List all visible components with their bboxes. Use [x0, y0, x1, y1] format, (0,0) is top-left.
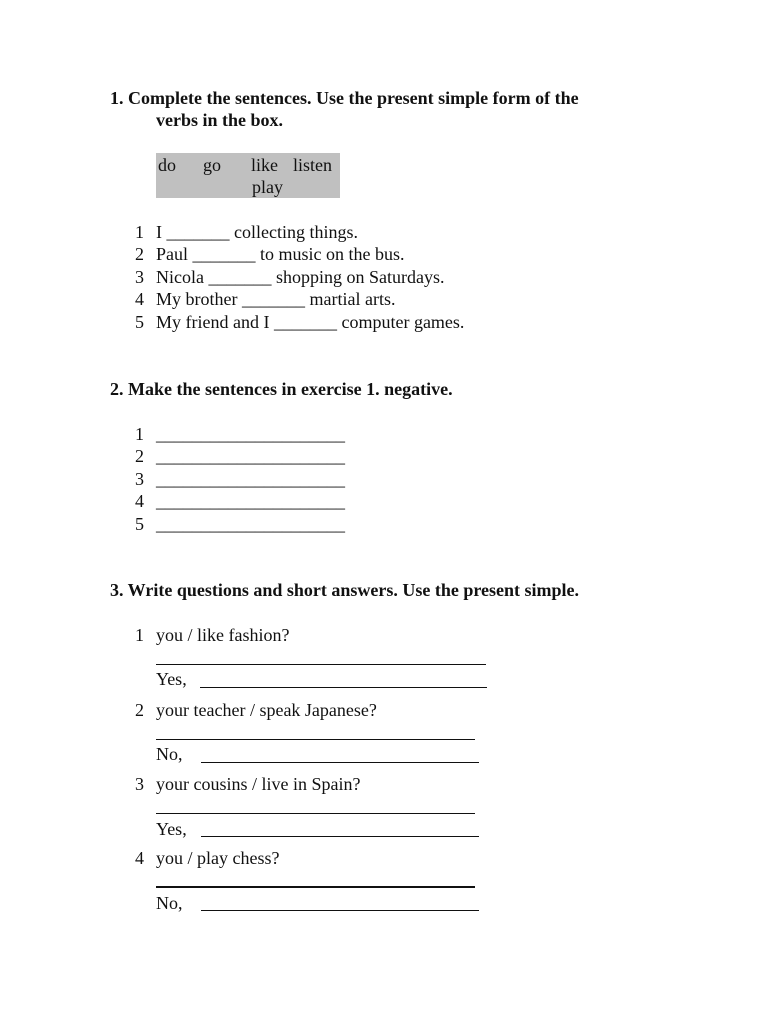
exercise-1-heading	[110, 87, 579, 131]
ex3-question-prompt: you / play chess?	[156, 848, 280, 868]
ex1-sentence[interactable]: My friend and I _______ computer games.	[156, 312, 465, 332]
ex3-question-answer-line[interactable]	[156, 664, 486, 665]
ex1-sentence[interactable]: My brother _______ martial arts.	[156, 289, 396, 309]
ex3-question-prompt: your teacher / speak Japanese?	[156, 700, 377, 720]
ex2-item-number: 4	[135, 491, 144, 511]
exercise-1-title-line2: verbs in the box.	[156, 110, 284, 130]
ex3-short-answer-prefix: Yes,	[156, 669, 187, 689]
ex2-item-number: 1	[135, 424, 144, 444]
ex3-item-number: 3	[135, 774, 144, 794]
ex3-short-answer-prefix: No,	[156, 744, 183, 764]
ex3-item-number: 4	[135, 848, 144, 868]
ex3-item-number: 1	[135, 625, 144, 645]
ex2-item-number: 5	[135, 514, 144, 534]
ex1-item-number: 2	[135, 244, 144, 264]
ex1-sentence[interactable]: I _______ collecting things.	[156, 222, 358, 242]
ex1-item-number: 4	[135, 289, 144, 309]
word-box-item: go	[203, 155, 221, 175]
ex2-answer-line[interactable]: _____________________	[156, 424, 345, 444]
ex3-short-answer-prefix: Yes,	[156, 819, 187, 839]
ex2-answer-line[interactable]: _____________________	[156, 491, 345, 511]
exercise-3-heading: 3. Write questions and short answers. Use the present simple.	[110, 580, 580, 600]
ex3-short-answer-line[interactable]	[201, 762, 479, 763]
exercise-2-heading: 2. Make the sentences in exercise 1. negative.	[110, 379, 453, 399]
ex3-short-answer-prefix: No,	[156, 893, 183, 913]
ex3-item-number: 2	[135, 700, 144, 720]
ex2-item-number: 2	[135, 446, 144, 466]
ex2-answer-line[interactable]: _____________________	[156, 469, 345, 489]
word-box-item: listen	[293, 155, 332, 175]
word-box-item: play	[252, 177, 283, 197]
ex3-question-answer-line[interactable]	[156, 886, 475, 888]
ex2-answer-line[interactable]: _____________________	[156, 446, 345, 466]
ex3-short-answer-line[interactable]	[200, 687, 487, 688]
word-box-item: like	[251, 155, 278, 175]
ex3-question-answer-line[interactable]	[156, 739, 475, 740]
ex1-item-number: 1	[135, 222, 144, 242]
ex1-sentence[interactable]: Paul _______ to music on the bus.	[156, 244, 405, 264]
ex3-short-answer-line[interactable]	[201, 910, 479, 911]
ex2-item-number: 3	[135, 469, 144, 489]
ex3-question-prompt: your cousins / live in Spain?	[156, 774, 361, 794]
exercise-1-title-line1: 1. Complete the sentences. Use the present simple form of the	[110, 88, 579, 108]
ex1-item-number: 3	[135, 267, 144, 287]
ex2-answer-line[interactable]: _____________________	[156, 514, 345, 534]
ex3-short-answer-line[interactable]	[201, 836, 479, 837]
ex1-item-number: 5	[135, 312, 144, 332]
ex1-sentence[interactable]: Nicola _______ shopping on Saturdays.	[156, 267, 445, 287]
ex3-question-prompt: you / like fashion?	[156, 625, 290, 645]
ex3-question-answer-line[interactable]	[156, 813, 475, 814]
verb-word-box	[156, 153, 340, 198]
word-box-item: do	[158, 155, 176, 175]
